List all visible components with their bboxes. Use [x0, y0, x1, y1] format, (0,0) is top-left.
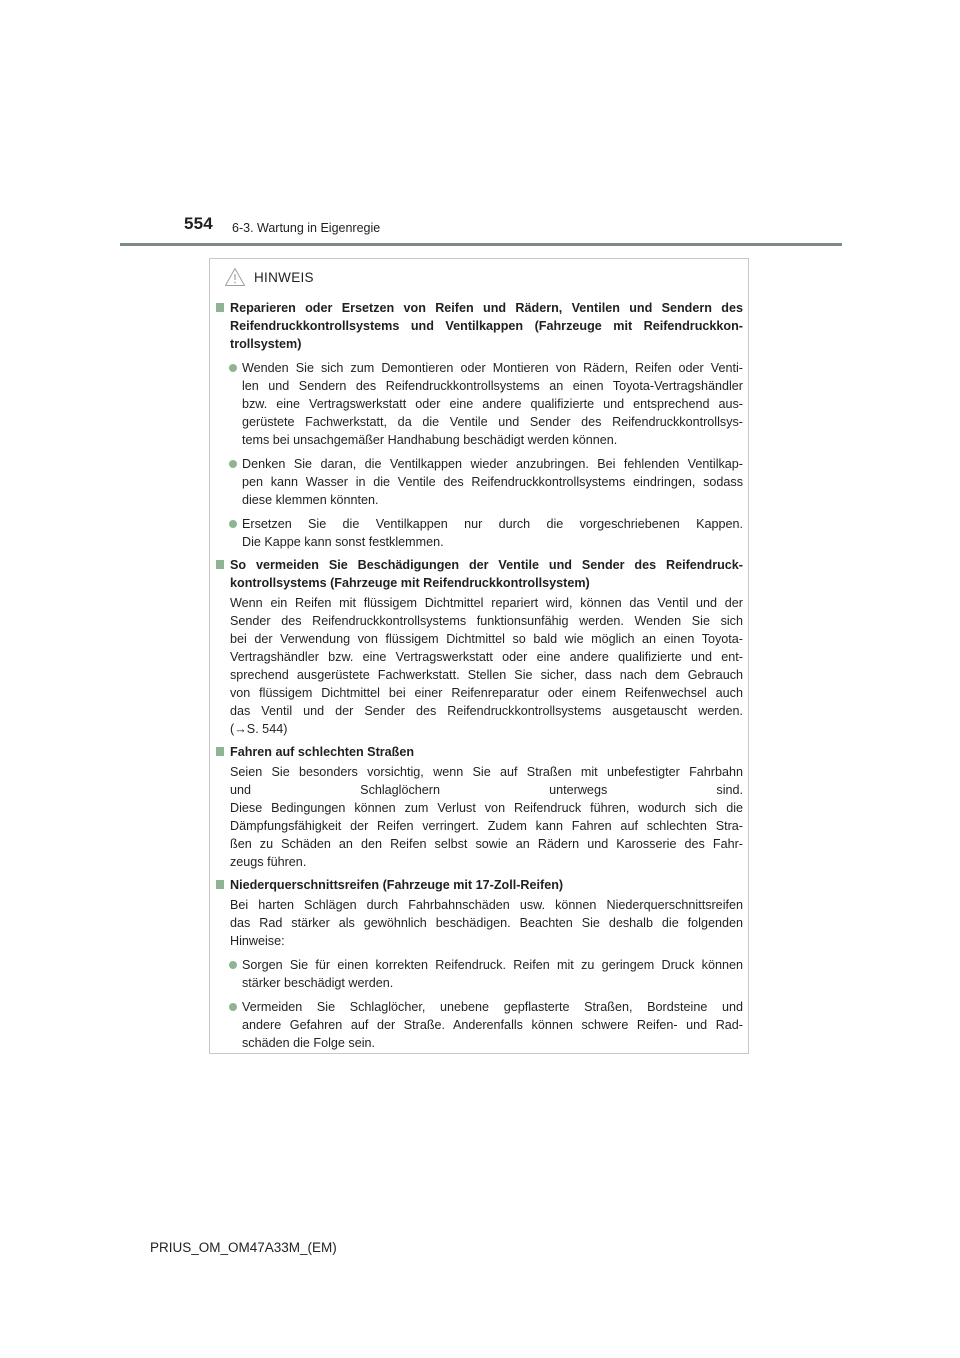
text-line: Sender des Reifendruckkontrollsystems funktionsunfähig werden. Wenden Sie sich — [230, 614, 743, 628]
text-line: trollsystem) — [230, 337, 302, 351]
text-line: (→S. 544) — [230, 722, 288, 736]
header-rule — [120, 243, 842, 246]
text-line: Reparieren oder Ersetzen von Reifen und Rädern, Ventilen und Sendern des — [230, 301, 743, 315]
section-heading — [215, 299, 743, 353]
text-line: Vertragshändler bzw. eine Vertragswerkstatt oder eine andere qualifizierte und ent- — [230, 650, 743, 664]
text-line: Diese Bedingungen können zum Verlust von Reifendruck führen, wodurch sich die — [230, 801, 743, 815]
text-line: und Schlaglöchern unterwegs sind. — [230, 783, 743, 797]
section-heading — [215, 876, 743, 894]
warning-triangle-icon — [224, 267, 246, 287]
text-line: So vermeiden Sie Beschädigungen der Ventile und Sender des Reifendruck- — [230, 558, 743, 572]
bullet-item — [215, 998, 743, 1052]
text-line: stärker beschädigt werden. — [242, 976, 394, 990]
text-line: Sorgen Sie für einen korrekten Reifendruck. Reifen mit zu geringem Druck können — [242, 958, 743, 972]
text-line: ßen zu Schäden an den Reifen selbst sowie an Rädern und Karosserie des Fahr- — [230, 837, 743, 851]
notice-header — [224, 265, 314, 289]
circle-bullet-icon — [229, 364, 237, 372]
text-line: pen kann Wasser in die Ventile des Reifendruckkontrollsystems eindringen, sodass — [242, 475, 743, 489]
square-bullet-icon — [216, 560, 224, 569]
text-line: Die Kappe kann sonst festklemmen. — [242, 535, 444, 549]
square-bullet-icon — [216, 747, 224, 756]
text-line: bei der Verwendung von flüssigem Dichtmittel so bald wie möglich an einen Toyota- — [230, 632, 743, 646]
text-line: Denken Sie daran, die Ventilkappen wieder anzubringen. Bei fehlenden Ventilkap- — [242, 457, 743, 471]
bullet-item — [215, 515, 743, 551]
text-line: len und Sendern des Reifendruckkontrollsystems an einen Toyota-Vertragshändler — [242, 379, 743, 393]
bullet-item — [215, 359, 743, 449]
text-line: kontrollsystems (Fahrzeuge mit Reifendruckkontrollsystem) — [230, 576, 590, 590]
text-line: Vermeiden Sie Schlaglöcher, unebene gepflasterte Straßen, Bordsteine und — [242, 1000, 743, 1014]
text-line: Hinweise: — [230, 934, 285, 948]
text-line: schäden die Folge sein. — [242, 1036, 376, 1050]
bullet-item — [215, 956, 743, 992]
square-bullet-icon — [216, 880, 224, 889]
square-bullet-icon — [216, 303, 224, 312]
circle-bullet-icon — [229, 961, 237, 969]
section-paragraph — [215, 763, 743, 871]
section-heading — [215, 743, 743, 761]
notice-body — [215, 299, 743, 1052]
text-line: das Ventil und der Sender des Reifendruckkontrollsystems ausgetauscht werden. — [230, 704, 743, 718]
text-line: von flüssigem Dichtmittel bei einer Reifenreparatur oder einem Reifenwechsel auch — [230, 686, 743, 700]
text-line: zeugs führen. — [230, 855, 307, 869]
circle-bullet-icon — [229, 1003, 237, 1011]
text-line: bzw. eine Vertragswerkstatt oder eine andere qualifizierte und entsprechend aus- — [242, 397, 743, 411]
text-line: sprechend ausgerüstete Fachwerkstatt. Stellen Sie sicher, dass nach dem Gebrauch — [230, 668, 743, 682]
page-number: 554 — [184, 214, 213, 233]
circle-bullet-icon — [229, 520, 237, 528]
section-paragraph — [215, 594, 743, 738]
text-line: Ersetzen Sie die Ventilkappen nur durch die vorgeschriebenen Kappen. — [242, 517, 743, 531]
section-title: 6-3. Wartung in Eigenregie — [232, 221, 381, 235]
text-line: andere Gefahren auf der Straße. Anderenfalls können schwere Reifen- und Rad- — [242, 1018, 743, 1032]
text-line: Seien Sie besonders vorsichtig, wenn Sie auf Straßen mit unbefestigter Fahrbahn — [230, 765, 743, 779]
text-line: Niederquerschnittsreifen (Fahrzeuge mit 17-Zoll-Reifen) — [230, 878, 564, 892]
text-line: Wenden Sie sich zum Demontieren oder Montieren von Rädern, Reifen oder Venti- — [242, 361, 743, 375]
notice-box — [209, 258, 749, 1054]
text-line: Dämpfungsfähigkeit der Reifen verringert. Zudem kann Fahren auf schlechten Stra- — [230, 819, 743, 833]
text-line: diese klemmen könnten. — [242, 493, 379, 507]
text-line: das Rad stärker als gewöhnlich beschädigen. Beachten Sie deshalb die folgenden — [230, 916, 743, 930]
text-line: Wenn ein Reifen mit flüssigem Dichtmittel repariert wird, können das Ventil und der — [230, 596, 743, 610]
text-line: gerüstete Fachwerkstatt, da die Ventile und Sender des Reifendruckkontrollsys- — [242, 415, 743, 429]
footer-document-code: PRIUS_OM_OM47A33M_(EM) — [150, 1240, 337, 1255]
section-paragraph — [215, 896, 743, 950]
notice-title: HINWEIS — [254, 269, 314, 285]
circle-bullet-icon — [229, 460, 237, 468]
text-line: tems bei unsachgemäßer Handhabung beschädigt werden können. — [242, 433, 618, 447]
text-line: Bei harten Schlägen durch Fahrbahnschäden usw. können Niederquerschnittsreifen — [230, 898, 743, 912]
section-heading — [215, 556, 743, 592]
text-line: Reifendruckkontrollsystems und Ventilkappen (Fahrzeuge mit Reifendruckkon- — [230, 319, 743, 333]
bullet-item — [215, 455, 743, 509]
text-line: Fahren auf schlechten Straßen — [230, 745, 415, 759]
